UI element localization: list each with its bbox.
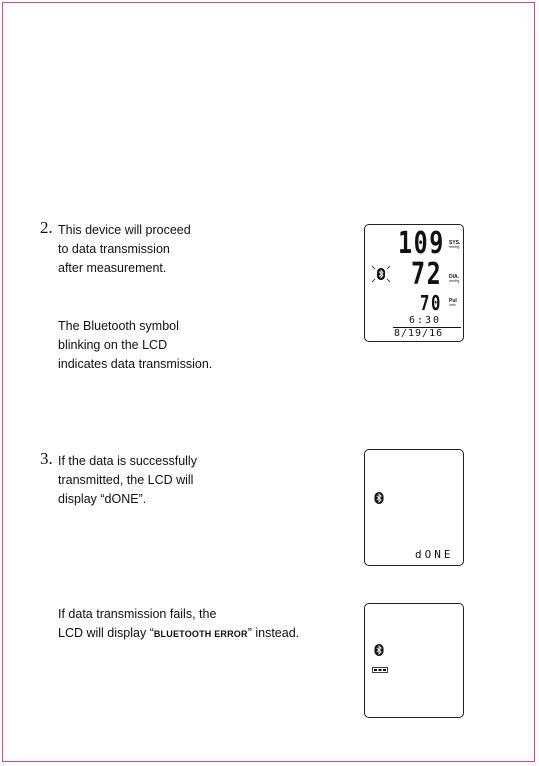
lcd-done-text: dONE: [415, 548, 454, 561]
lcd-pulse-value: 70: [420, 291, 442, 315]
bluetooth-note: [58, 317, 328, 374]
bluetooth-note-line: indicates data transmission.: [58, 357, 213, 371]
bluetooth-icon: [373, 644, 385, 656]
lcd-sys-value: 109: [398, 226, 445, 261]
lcd-done-display: [364, 449, 464, 566]
fail-note-line: [58, 624, 328, 644]
lcd-error-display: [364, 603, 464, 718]
lcd-dia-label: DIA.: [449, 274, 459, 280]
bluetooth-error-label: BLUETOOTH ERROR: [153, 629, 248, 639]
lcd-measurement-display: [364, 224, 464, 342]
bluetooth-icon: [370, 263, 392, 285]
lcd-pulse-unit: [449, 299, 457, 308]
lcd-pul-sub: /min: [449, 303, 456, 307]
fail-note-line: If data transmission fails, the: [58, 607, 217, 621]
step-2-line: after measurement.: [58, 261, 167, 275]
step-2-line: to data transmission: [58, 242, 170, 256]
step-3-line: If the data is successfully: [58, 454, 197, 468]
lcd-pul-label: Pul: [449, 298, 457, 304]
step-3-line: transmitted, the LCD will: [58, 473, 194, 487]
lcd-sys-label: SYS.: [449, 240, 461, 246]
bluetooth-note-line: blinking on the LCD: [58, 338, 168, 352]
step-3-line: display “dONE”.: [58, 492, 147, 506]
fail-note-text: LCD will display “: [58, 626, 154, 640]
bluetooth-error-icon: [372, 667, 388, 673]
bluetooth-note-line: The Bluetooth symbol: [58, 319, 179, 333]
step-2-line: This device will proceed: [58, 223, 191, 237]
fail-note-text: ” instead.: [247, 626, 300, 640]
lcd-sys-sub: mmHg: [449, 245, 460, 249]
fail-note: [58, 605, 328, 644]
bluetooth-icon: [373, 492, 385, 504]
lcd-dia-sub: mmHg: [449, 279, 460, 283]
lcd-date: 8/19/16: [394, 328, 444, 339]
lcd-sys-unit: [449, 241, 460, 250]
lcd-time: 6:30: [409, 315, 442, 326]
lcd-dia-unit: [449, 275, 459, 284]
step-3-number: 3.: [40, 449, 53, 468]
lcd-dia-value: 72: [411, 257, 443, 292]
step-2-number: 2.: [40, 218, 53, 237]
